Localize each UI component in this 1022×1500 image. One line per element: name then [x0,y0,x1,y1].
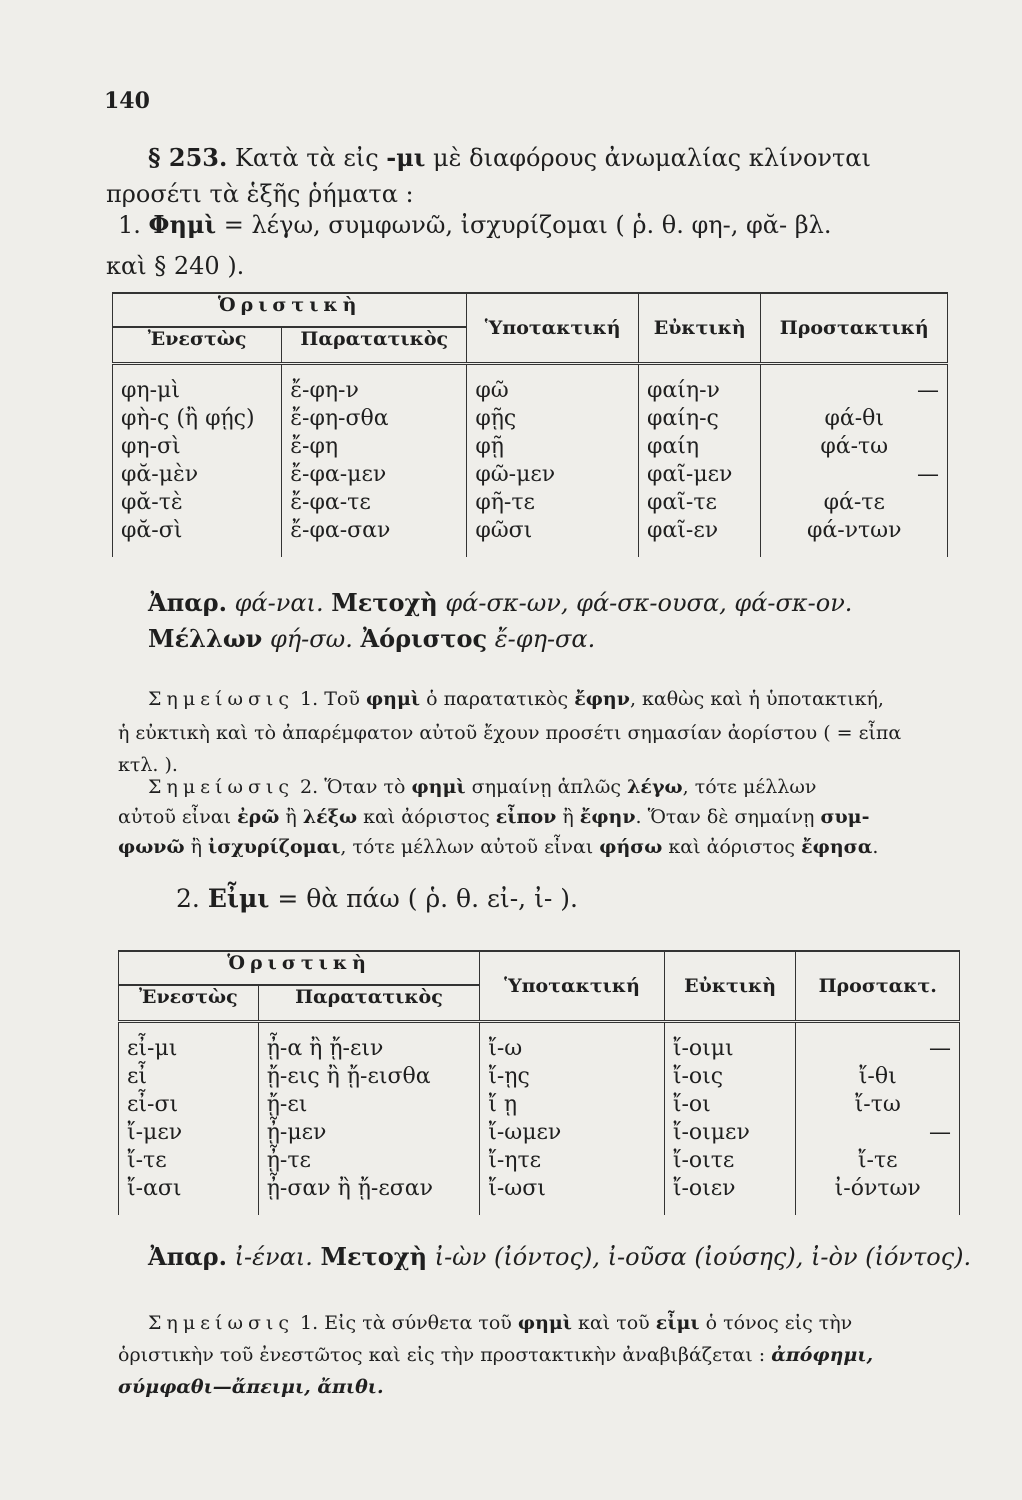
table-row: εἶ ᾔ-εις ἢ ᾔ-εισθα ἴ-ῃς ἴ-οις ἴ-θι [119,1063,960,1091]
header-enestos: Ἐνεστὼς [113,327,282,364]
verb1-lemma: Φημὶ [148,210,217,239]
header-prostaktiki: Προστακτική [761,293,948,364]
table-row: φᾰ-τὲ ἔ-φα-τε φῆ-τε φαῖ-τε φά-τε [113,489,948,517]
table-row: φὴ-ς (ἢ φῄς) ἔ-φη-σθα φῇς φαίη-ς φά-θι [113,405,948,433]
verb2-heading: 2. Εἶμι = θὰ πάω ( ῥ. θ. εἰ-, ἰ- ). [176,884,578,913]
table-row: ἴ-ασι ᾖ-σαν ἢ ᾔ-εσαν ἴ-ωσι ἴ-οιεν ἰ-όντων [119,1175,960,1215]
section-number: § 253. [148,143,228,172]
page-number: 140 [104,88,150,114]
verb1-heading: 1. Φημὶ = λέγω, συμφωνῶ, ἰσχυρίζομαι ( ῥ. θ. φη-, φᾰ- βλ. [118,210,832,239]
header-oristiki: Ὁριστικὴ [119,951,480,985]
note2-line-1: Σημείωσις 2. Ὅταν τὸ φημὶ σημαίνῃ ἁπλῶς λέγω, τότε μέλλων [148,776,817,798]
header-euktiki: Εὐκτικὴ [664,951,796,1022]
forms1-line-1: Ἀπαρ. φά-ναι. Μετοχὴ φά-σκ-ων, φά-σκ-ουσα, φά-σκ-ον. [148,588,853,617]
table-row: ἴ-μεν ᾖ-μεν ἴ-ωμεν ἴ-οιμεν — [119,1119,960,1147]
table-row: φᾰ-σὶ ἔ-φα-σαν φῶσι φαῖ-εν φά-ντων [113,517,948,557]
note3-line-3: σύμφαθι—ἄπειμι, ἄπιθι. [118,1376,384,1398]
header-prostaktiki: Προστακτ. [796,951,960,1022]
table-row: εἶ-σι ᾔ-ει ἴ ῃ ἴ-οι ἴ-τω [119,1091,960,1119]
table-row: φη-σὶ ἔ-φη φῇ φαίη φά-τω [113,433,948,461]
verb2-lemma: Εἶμι [207,884,270,913]
header-oristiki: Ὁριστικὴ [113,293,467,327]
header-paratatikos: Παρατατικὸς [258,985,479,1022]
table-row: φᾰ-μὲν ἔ-φα-μεν φῶ-μεν φαῖ-μεν — [113,461,948,489]
note1-line-2: ἡ εὐκτικὴ καὶ τὸ ἀπαρέμφατον αὐτοῦ ἔχουν προσέτι σημασίαν ἀορίστου ( = εἶπα [118,722,902,744]
note3-line-2: ὁριστικὴν τοῦ ἐνεστῶτος καὶ εἰς τὴν προστακτικὴν ἀναβιβάζεται : ἀπόφημι, [118,1344,874,1366]
header-ypotaktiki: Ὑποτακτική [480,951,665,1022]
note1-line-1: Σημείωσις 1. Τοῦ φημὶ ὁ παρατατικὸς ἔφην, καθὼς καὶ ἡ ὑποτακτική, [148,688,884,710]
header-ypotaktiki: Ὑποτακτική [467,293,639,364]
note2-line-3: φωνῶ ἢ ἰσχυρίζομαι, τότε μέλλων αὐτοῦ εἶναι φήσω καὶ ἀόριστος ἔφησα. [118,836,879,858]
conjugation-table-eimi [118,950,960,1215]
table-row: φη-μὶ ἔ-φη-ν φῶ φαίη-ν — [113,364,948,406]
header-euktiki: Εὐκτικὴ [639,293,761,364]
header-enestos: Ἐνεστὼς [119,985,259,1022]
forms1-line-2: Μέλλων φή-σω. Ἀόριστος ἔ-φη-σα. [148,624,596,653]
table-row: εἶ-μι ᾖ-α ἢ ᾔ-ειν ἴ-ω ἴ-οιμι — [119,1022,960,1064]
note1-line-3: κτλ. ). [118,754,178,776]
forms2-line: Ἀπαρ. ἰ-έναι. Μετοχὴ ἰ-ὼν (ἰόντος), ἰ-οῦσα (ἰούσης), ἰ-ὸν (ἰόντος). [148,1242,972,1271]
note2-line-2: αὐτοῦ εἶναι ἐρῶ ἢ λέξω καὶ ἀόριστος εἶπον ἢ ἔφην. Ὅταν δὲ σημαίνῃ συμ- [118,806,870,828]
section-heading: § 253. Κατὰ τὰ εἰς -μι μὲ διαφόρους ἀνωμαλίας κλίνονται [148,143,871,172]
header-paratatikos: Παρατατικὸς [282,327,467,364]
section-line-2: προσέτι τὰ ἑξῆς ῥήματα : [106,180,414,208]
conjugation-table-phemi [112,292,948,557]
table-row: ἴ-τε ᾖ-τε ἴ-ητε ἴ-οιτε ἴ-τε [119,1147,960,1175]
verb1-line-2: καὶ § 240 ). [106,252,245,280]
note3-line-1: Σημείωσις 1. Εἰς τὰ σύνθετα τοῦ φημὶ καὶ τοῦ εἶμι ὁ τόνος εἰς τὴν [148,1312,853,1334]
